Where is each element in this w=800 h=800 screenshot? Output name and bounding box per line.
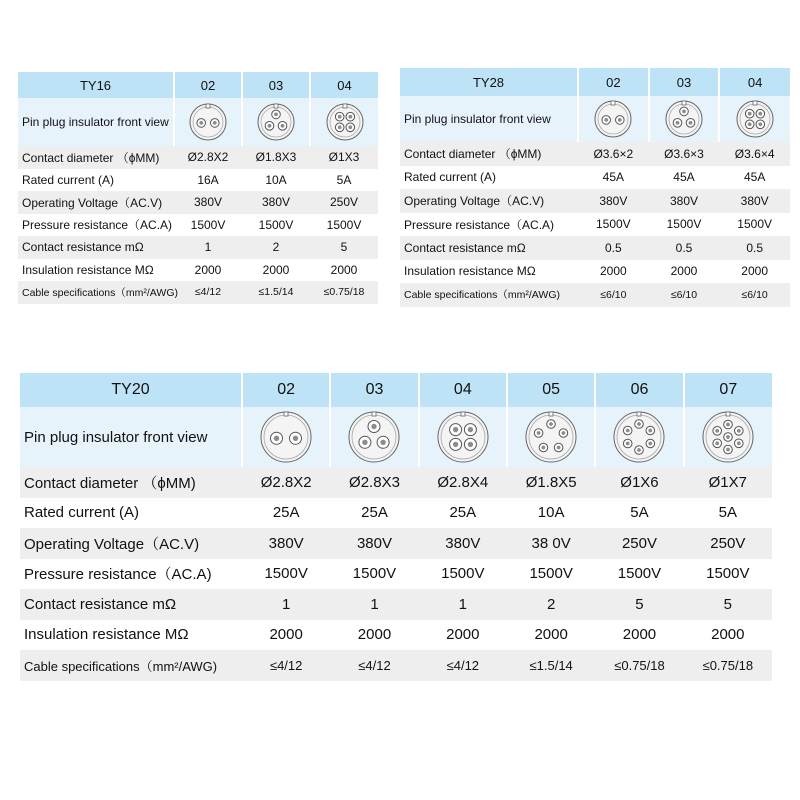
spec-row <box>18 236 378 259</box>
spec-value: 25A <box>419 498 507 529</box>
spec-row <box>20 650 772 681</box>
pin-view-cell <box>578 96 649 142</box>
row-label: Cable specifications（mm²/AWG) <box>400 283 578 307</box>
row-label: Pin plug insulator front view <box>18 98 174 146</box>
spec-value: 1500V <box>507 559 595 590</box>
row-label: Operating Voltage（AC.V) <box>20 528 242 559</box>
row-label: Contact diameter （ϕMM) <box>400 142 578 166</box>
spec-value: Ø2.8X3 <box>330 467 418 498</box>
spec-value: 2000 <box>242 259 310 282</box>
spec-value: 45A <box>578 166 649 190</box>
spec-value: 1500V <box>330 559 418 590</box>
pin-layout-4-icon <box>311 98 378 146</box>
spec-value: 0.5 <box>578 236 649 260</box>
spec-value: 2000 <box>330 620 418 651</box>
spec-value: 380V <box>649 189 720 213</box>
row-label: Contact resistance mΩ <box>20 589 242 620</box>
spec-value: 5A <box>595 498 683 529</box>
spec-value: 10A <box>507 498 595 529</box>
row-label: Rated current (A) <box>400 166 578 190</box>
pin-layout-4-icon <box>720 96 790 142</box>
spec-value: 380V <box>330 528 418 559</box>
spec-row <box>400 189 790 213</box>
row-label: Contact resistance mΩ <box>400 236 578 260</box>
row-label: Insulation resistance MΩ <box>18 259 174 282</box>
column-header: 02 <box>578 68 649 96</box>
spec-value: 1 <box>174 236 242 259</box>
spec-value: 1500V <box>595 559 683 590</box>
spec-value: 250V <box>595 528 683 559</box>
spec-value: Ø1X6 <box>595 467 683 498</box>
pin-layout-3-icon <box>331 407 417 467</box>
spec-value: 250V <box>684 528 772 559</box>
ty28-spec-table <box>400 68 790 307</box>
header-row <box>400 68 790 96</box>
spec-row <box>400 142 790 166</box>
spec-value: Ø1.8X5 <box>507 467 595 498</box>
spec-value: 1500V <box>684 559 772 590</box>
spec-value: 45A <box>649 166 720 190</box>
spec-value: 2000 <box>595 620 683 651</box>
spec-value: ≤4/12 <box>330 650 418 681</box>
spec-value: Ø3.6×3 <box>649 142 720 166</box>
spec-value: ≤0.75/18 <box>595 650 683 681</box>
spec-value: 1500V <box>649 213 720 237</box>
spec-value: 1500V <box>242 214 310 237</box>
spec-value: 1500V <box>242 559 330 590</box>
spec-row <box>20 528 772 559</box>
spec-value: 2000 <box>174 259 242 282</box>
spec-value: Ø1X7 <box>684 467 772 498</box>
row-label: Cable specifications（mm²/AWG) <box>18 281 174 304</box>
row-label: Contact resistance mΩ <box>18 236 174 259</box>
ty20-spec-table <box>20 373 772 681</box>
header-row <box>20 373 772 407</box>
spec-row <box>20 589 772 620</box>
spec-value: 5A <box>310 169 378 192</box>
pin-view-cell <box>330 407 418 467</box>
row-label: Insulation resistance MΩ <box>400 260 578 284</box>
column-header: 02 <box>242 373 330 407</box>
spec-value: 5 <box>310 236 378 259</box>
column-header: 03 <box>242 72 310 98</box>
front-view-row <box>400 96 790 142</box>
column-header: 03 <box>649 68 720 96</box>
column-header: 06 <box>595 373 683 407</box>
pin-view-cell <box>310 98 378 146</box>
row-label: Cable specifications（mm²/AWG) <box>20 650 242 681</box>
row-label: Pressure resistance（AC.A) <box>18 214 174 237</box>
spec-value: 1500V <box>419 559 507 590</box>
spec-row <box>400 236 790 260</box>
spec-value: ≤1.5/14 <box>242 281 310 304</box>
spec-value: 10A <box>242 169 310 192</box>
spec-value: 2000 <box>719 260 790 284</box>
front-view-row <box>20 407 772 467</box>
pin-view-cell <box>174 98 242 146</box>
spec-value: 380V <box>242 528 330 559</box>
spec-value: 5 <box>595 589 683 620</box>
spec-value: 380V <box>578 189 649 213</box>
spec-row <box>18 281 378 304</box>
ty16-spec-table <box>18 72 378 304</box>
spec-value: ≤4/12 <box>419 650 507 681</box>
spec-value: 25A <box>330 498 418 529</box>
pin-view-cell <box>242 407 330 467</box>
spec-value: 2000 <box>242 620 330 651</box>
spec-value: Ø1X3 <box>310 146 378 169</box>
spec-row <box>400 213 790 237</box>
spec-value: ≤6/10 <box>719 283 790 307</box>
spec-value: ≤1.5/14 <box>507 650 595 681</box>
spec-value: 2000 <box>310 259 378 282</box>
spec-value: 2 <box>242 236 310 259</box>
spec-value: 0.5 <box>719 236 790 260</box>
spec-row <box>18 169 378 192</box>
spec-row <box>20 559 772 590</box>
spec-value: ≤4/12 <box>242 650 330 681</box>
spec-value: 2000 <box>419 620 507 651</box>
spec-value: Ø3.6×4 <box>719 142 790 166</box>
row-label: Insulation resistance MΩ <box>20 620 242 651</box>
spec-value: 250V <box>310 191 378 214</box>
spec-value: 45A <box>719 166 790 190</box>
pin-view-cell <box>684 407 772 467</box>
spec-value: 38 0V <box>507 528 595 559</box>
row-label: Pin plug insulator front view <box>20 407 242 467</box>
spec-row <box>18 146 378 169</box>
column-header: 03 <box>330 373 418 407</box>
pin-layout-4-icon <box>420 407 506 467</box>
spec-value: 1500V <box>578 213 649 237</box>
pin-view-cell <box>242 98 310 146</box>
spec-value: 380V <box>419 528 507 559</box>
spec-value: ≤6/10 <box>649 283 720 307</box>
pin-layout-2-icon <box>579 96 648 142</box>
spec-value: 2000 <box>684 620 772 651</box>
spec-value: 380V <box>174 191 242 214</box>
pin-view-cell <box>719 96 790 142</box>
spec-row <box>400 166 790 190</box>
pin-view-cell <box>507 407 595 467</box>
column-header: 04 <box>310 72 378 98</box>
table-title: TY16 <box>18 72 174 98</box>
row-label: Operating Voltage（AC.V) <box>18 191 174 214</box>
spec-value: Ø1.8X3 <box>242 146 310 169</box>
spec-value: 1500V <box>719 213 790 237</box>
spec-value: 0.5 <box>649 236 720 260</box>
column-header: 07 <box>684 373 772 407</box>
spec-value: 2000 <box>507 620 595 651</box>
spec-value: 1 <box>330 589 418 620</box>
header-row <box>18 72 378 98</box>
spec-row <box>18 214 378 237</box>
pin-layout-6-icon <box>596 407 682 467</box>
spec-value: ≤0.75/18 <box>310 281 378 304</box>
spec-value: 25A <box>242 498 330 529</box>
pin-view-cell <box>419 407 507 467</box>
spec-value: ≤0.75/18 <box>684 650 772 681</box>
pin-layout-3-icon <box>243 98 309 146</box>
spec-value: Ø2.8X4 <box>419 467 507 498</box>
spec-value: 5A <box>684 498 772 529</box>
spec-row <box>18 259 378 282</box>
spec-value: 1500V <box>310 214 378 237</box>
spec-row <box>18 191 378 214</box>
spec-value: Ø2.8X2 <box>174 146 242 169</box>
row-label: Rated current (A) <box>18 169 174 192</box>
pin-layout-7-icon <box>685 407 772 467</box>
pin-layout-2-icon <box>175 98 241 146</box>
column-header: 05 <box>507 373 595 407</box>
row-label: Pressure resistance（AC.A) <box>20 559 242 590</box>
spec-value: 1 <box>419 589 507 620</box>
spec-value: 2 <box>507 589 595 620</box>
pin-layout-3-icon <box>650 96 719 142</box>
spec-value: Ø2.8X2 <box>242 467 330 498</box>
table-title: TY28 <box>400 68 578 96</box>
row-label: Operating Voltage（AC.V) <box>400 189 578 213</box>
spec-value: 2000 <box>578 260 649 284</box>
spec-value: 1 <box>242 589 330 620</box>
spec-row <box>20 498 772 529</box>
spec-value: 5 <box>684 589 772 620</box>
column-header: 04 <box>419 373 507 407</box>
row-label: Contact diameter （ϕMM) <box>18 146 174 169</box>
spec-value: 16A <box>174 169 242 192</box>
spec-value: ≤6/10 <box>578 283 649 307</box>
spec-row <box>400 260 790 284</box>
spec-row <box>20 467 772 498</box>
row-label: Rated current (A) <box>20 498 242 529</box>
spec-row <box>400 283 790 307</box>
table-title: TY20 <box>20 373 242 407</box>
spec-value: 1500V <box>174 214 242 237</box>
pin-view-cell <box>595 407 683 467</box>
front-view-row <box>18 98 378 146</box>
pin-layout-5-icon <box>508 407 594 467</box>
pin-view-cell <box>649 96 720 142</box>
spec-value: 2000 <box>649 260 720 284</box>
row-label: Pin plug insulator front view <box>400 96 578 142</box>
spec-row <box>20 620 772 651</box>
spec-value: 380V <box>242 191 310 214</box>
column-header: 04 <box>719 68 790 96</box>
spec-value: 380V <box>719 189 790 213</box>
row-label: Contact diameter （ϕMM) <box>20 467 242 498</box>
column-header: 02 <box>174 72 242 98</box>
row-label: Pressure resistance（AC.A) <box>400 213 578 237</box>
spec-value: ≤4/12 <box>174 281 242 304</box>
pin-layout-2-icon <box>243 407 329 467</box>
spec-value: Ø3.6×2 <box>578 142 649 166</box>
